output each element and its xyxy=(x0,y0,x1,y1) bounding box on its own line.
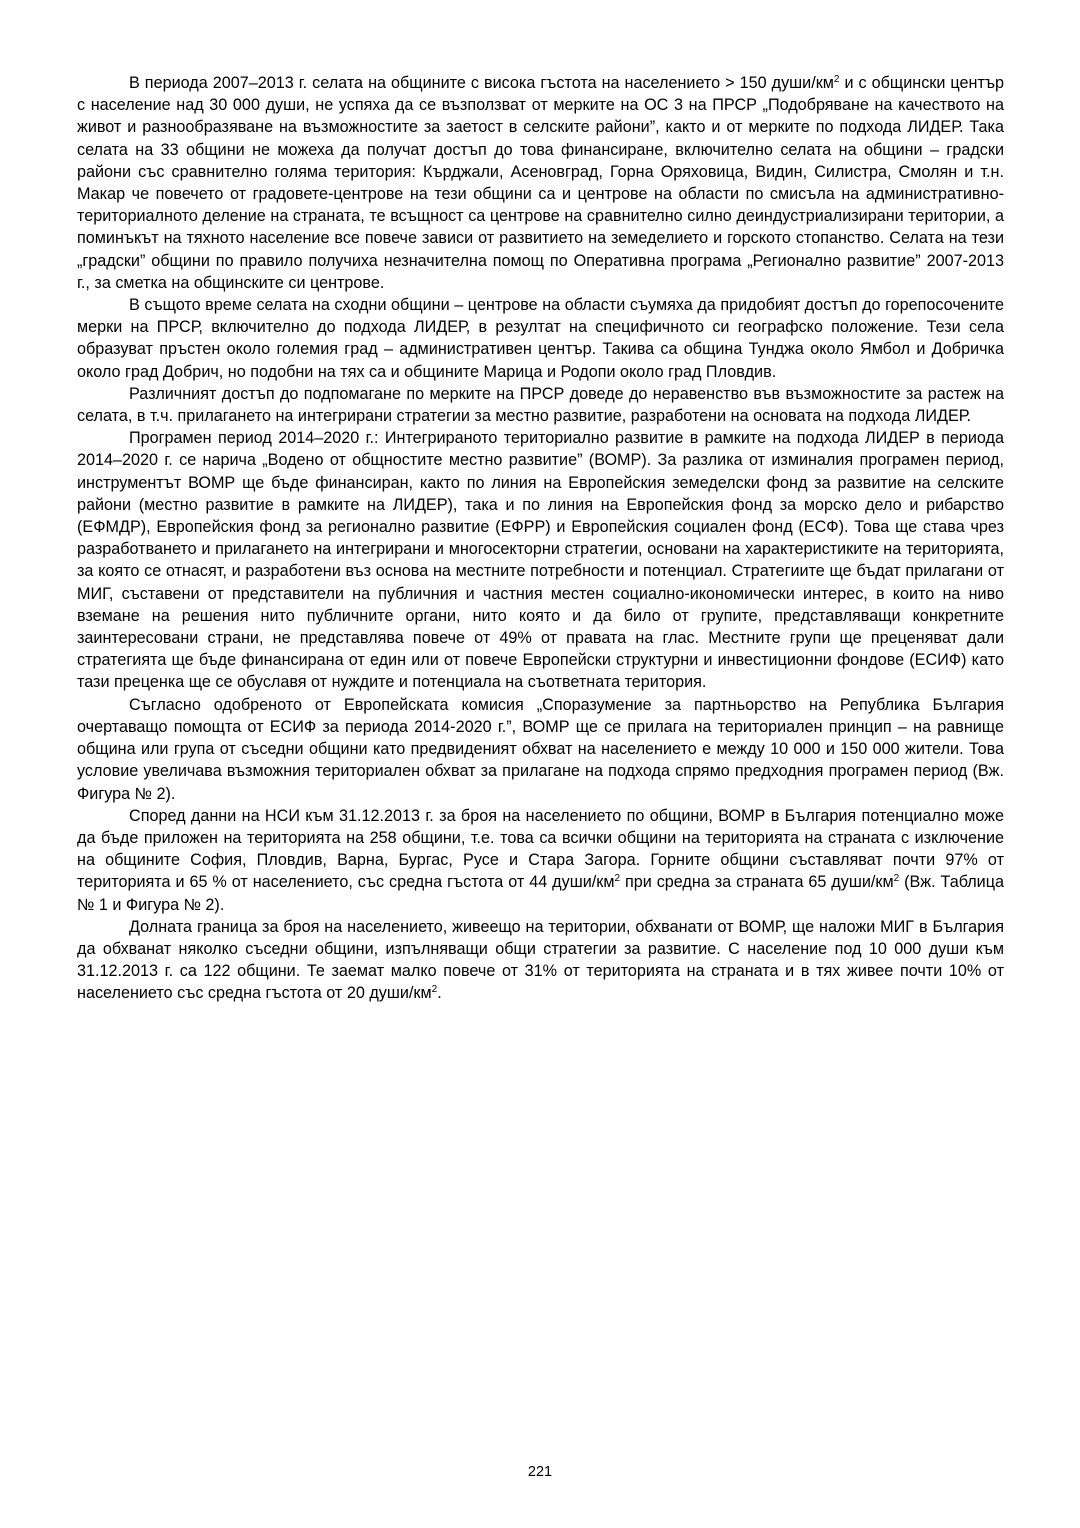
paragraph-6 xyxy=(77,805,1004,916)
superscript: 2 xyxy=(614,873,621,885)
paragraph-7 xyxy=(77,916,1004,1005)
text-segment: и с общински център с население над 30 000 души, не успяха да се възползват от мерките на ОС 3 на ПРСР „Подобряване на качеството на живот и разнообразяване на възможностите за заетост в селските райони”, както и от мерките по подхода ЛИДЕР. Така селата на 33 общини не можеха да получат достъп до това финансиране, включително селата на общини – градски райони със сравнително голяма територия: Кърджали, Асеновград, Горна Оряховица, Видин, Силистра, Смолян и т.н. Макар че повечето от градовете-центрове на тези общини са и центрове на области по смисъла на административно-териториалното деление на страната, те всъщност са центрове на сравнително силно деиндустриализирани територии, а поминъкът на тяхното население все повече зависи от развитието на земеделието и горското стопанство. Селата на тези „градски” общини по правило получиха незначителна помощ по Оперативна програма „Регионално развитие” 2007-2013 г., за сметка на общинските си центрове. xyxy=(77,74,1005,292)
document-body xyxy=(77,72,1004,1005)
paragraph-4 xyxy=(77,427,1004,693)
text-segment: (Вж. Таблица № 1 и Фигура № 2). xyxy=(77,873,1005,914)
text-segment: . xyxy=(437,984,442,1003)
superscript: 2 xyxy=(431,984,438,996)
text-segment: Различният достъп до подпомагане по мерките на ПРСР доведе до неравенство във възможностите за растеж на селата, в т.ч. прилагането на интегрирани стратегии за местно развитие, разработени на основата на подхода ЛИДЕР. xyxy=(77,384,1004,426)
paragraph-5 xyxy=(77,694,1004,805)
text-segment: Програмен период 2014–2020 г.: Интегрираното териториално развитие в рамките на подхода ЛИДЕР в периода 2014–2020 г. се нарича „Водено от общностите местно развитие” (ВОМР). За разлика от изминалия програмен период, инструментът ВОМР ще бъде финансиран, както по линия на Европейския земеделски фонд за развитие на селските райони (местно развитие в рамките на ЛИДЕР), така и по линия на Европейския фонд за морско дело и рибарство (ЕФМДР), Европейския фонд за регионално развитие (ЕФРР) и Европейския социален фонд (ЕСФ). Това ще става чрез разработването и прилагането на интегрирани и многосекторни стратегии, основани на характеристиките на територията, за която се отнасят, и разработени въз основа на местните потребности и потенциал. Стратегиите ще бъдат прилагани от МИГ, съставени от представители на публичния и частния местен социално-икономически интерес, в които на ниво вземане на решения нито публичните органи, нито която и да било от групите, представляващи конкретните заинтересовани страни, не представлява повече от 49% от правата на глас. Местните групи ще преценяват дали стратегията ще бъде финансирана от един или от повече Европейски структурни и инвестиционни фондове (ЕСИФ) като тази преценка ще се обуславя от нуждите и потенциала на съответната територия. xyxy=(77,429,1004,692)
paragraph-3 xyxy=(77,383,1004,427)
text-segment: В периода 2007–2013 г. селата на общините с висока гъстота на населението > 150 души/км xyxy=(129,74,834,92)
text-segment: Според данни на НСИ към 31.12.2013 г. за броя на населението по общини, ВОМР в България потенциално може да бъде приложен на територията на 258 общини, т.е. това са всички общини на територията на страната с изключение на общините София, Пловдив, Варна, Бургас, Русе и Стара Загора. Горните общини съставляват почти 97% от територията и 65 % от населението, със средна гъстота от 44 души/км xyxy=(77,806,1004,892)
text-segment: Съгласно одобреното от Европейската комисия „Споразумение за партньорство на Република България очертаващо помощта от ЕСИФ за периода 2014-2020 г.”, ВОМР ще се прилага на териториален принцип – на равнище община или група от съседни общини като предвиденият обхват на населението е между 10 000 и 150 000 жители. Това условие увеличава възможния териториален обхват за прилагане на подхода спрямо предходния програмен период (Вж. Фигура № 2). xyxy=(77,695,1004,803)
superscript: 2 xyxy=(833,74,840,85)
paragraph-2 xyxy=(77,294,1004,383)
page-number: 221 xyxy=(527,1464,553,1480)
text-segment: Долната граница за броя на населението, живеещо на територии, обхванати от ВОМР, ще наложи МИГ в България да обхванат няколко съседни общини, изпълняващи общи стратегии за развитие. С население под 10 000 души към 31.12.2013 г. са 122 общини. Те заемат малко повече от 31% от територията на страната и в тях живее почти 10% от населението със средна гъстота от 20 души/км xyxy=(77,917,1004,1003)
text-segment: при средна за страната 65 души/км xyxy=(620,873,894,892)
superscript: 2 xyxy=(893,873,900,885)
paragraph-1 xyxy=(77,72,1004,294)
text-segment: В същото време селата на сходни общини – центрове на области съумяха да придобият достъп до горепосочените мерки на ПРСР, включително до подхода ЛИДЕР, в резултат на специфичното си географско положение. Тези села образуват пръстен около големия град – административен център. Такива са община Тунджа около Ямбол и Добричка около град Добрич, но подобни на тях са и общините Марица и Родопи около град Пловдив. xyxy=(77,296,1004,381)
